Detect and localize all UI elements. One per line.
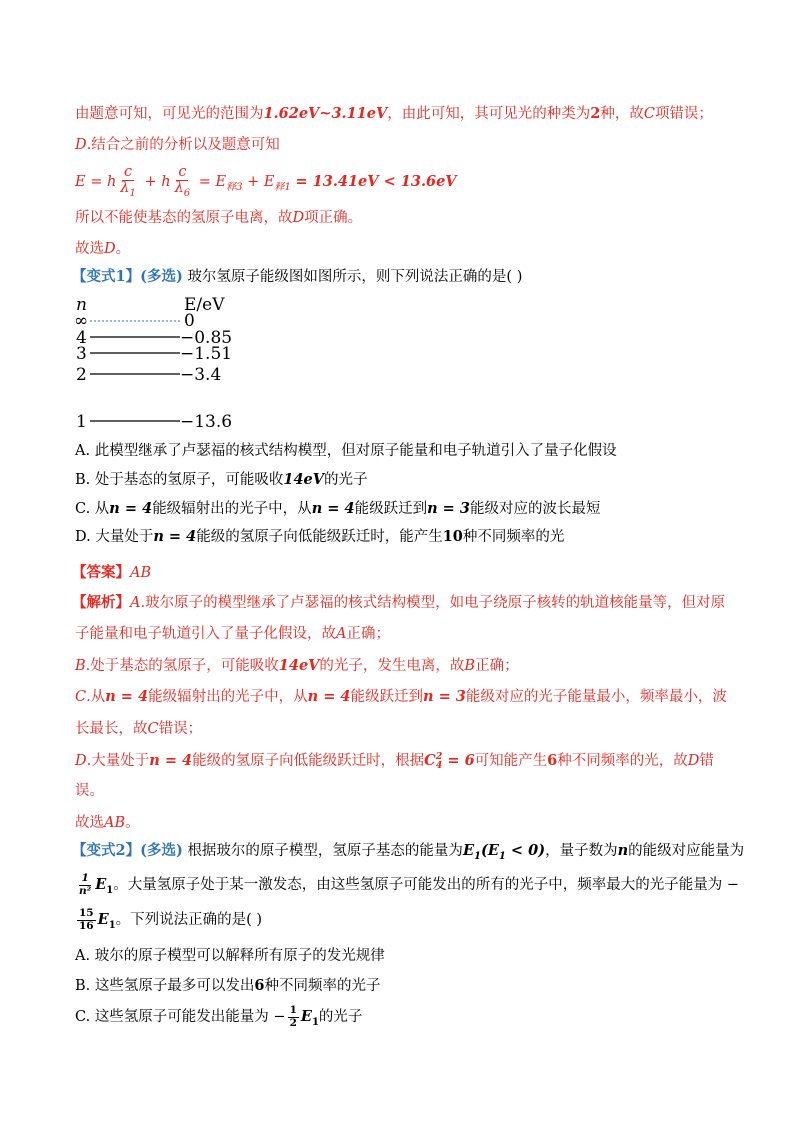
question-text: 。下列说法正确的是( ) [115,912,263,928]
option-text: 的光子 [324,472,368,488]
variant1-analysis-2 [75,623,390,645]
subscript: 1 [498,850,506,862]
level-energy-label: −1.51 [180,344,233,364]
numerator: 1 [81,872,89,885]
numerator: c [124,163,133,180]
analysis-text: 的光子，发生电离，故 [319,658,465,674]
analysis-text: 子能量和电子轨道引入了量子化假设，故 [75,626,336,642]
text: 由题意可知，可见光的范围为 [75,106,264,122]
symbol: E [462,842,474,859]
tag-number: 1 [115,268,126,285]
level-n-label: 2 [76,365,87,385]
text: 项错误； [654,106,713,122]
option-letter: B [464,658,476,674]
math-value: n = 4 [307,688,351,705]
solution-line-4 [75,207,362,229]
level-energy-label: −13.6 [180,412,233,432]
option-letter: D [75,753,87,769]
solution-line-2 [75,134,280,156]
variant2-tag [72,842,140,859]
variant2-stem-line-1 [72,840,744,868]
energy-level-diagram [72,294,272,434]
option-text: 种不同频率的光 [462,529,565,545]
option-letter: A [130,595,141,611]
eq-part: + E [247,174,275,190]
fraction-c-lambda1 [118,165,138,200]
tag-text: 【变式 [72,268,116,285]
combination-expression [424,752,475,769]
option-letter: D [292,210,305,226]
tag-text: 】 [125,842,141,859]
analysis-text: 误。 [75,783,104,799]
fraction-15-over-16 [77,908,96,931]
option-letter: D [75,137,87,153]
analysis-text: 能级辐射出的光子中，从 [148,689,308,705]
math-value: 14eV [283,471,325,488]
analysis-text: 长最长，故 [75,721,148,737]
text: .结合之前的分析以及题意可知 [86,137,280,153]
math-value: n = 3 [427,500,470,517]
analysis-text: 。 [125,815,140,831]
eq-part: E = h [75,174,117,190]
eq-part: + h [144,174,171,190]
text: 所以不能使基态的氢原子电离，故 [75,210,293,226]
subscript: 6 [183,187,191,199]
variant2-stem-line-3 [75,905,262,941]
math-value: 6 [254,977,265,994]
option-text: B. 处于基态的氢原子，可能吸收 [75,472,284,488]
option-letter: A [336,626,347,642]
analysis-text: 正确； [346,626,390,642]
option-letter: C [643,106,655,122]
superscript: 2 [435,751,443,762]
multi-select-label: (多选) [140,842,183,859]
n-axis-label: n [76,295,87,315]
tag-text: 】 [125,268,141,285]
analysis-text: 能级对应的光子能量最小，频率最小，波 [465,689,727,705]
eq-result: = 13.41eV < 13.6eV [295,173,457,190]
math-value: n = 3 [423,688,466,705]
text: 故选 [75,241,104,257]
subscript: 1 [129,187,136,199]
text: 项正确。 [304,210,363,226]
tag-text: 【变式 [72,842,116,859]
answer-value: AB [130,565,152,581]
analysis-text: .大量处于 [86,753,150,769]
analysis-text: 故选 [75,815,104,831]
denominator: λ [120,179,130,196]
analysis-text: .玻尔原子的模型继承了卢瑟福的核式结构模型，如电子绕原子核转的轨道核能量等，但对原 [140,595,726,611]
subscript: 释3 [226,181,243,193]
question-text: 。大量氢原子处于某一激发态，由这些氢原子可能发出的所有的光子中，频率最大的光子能量为 − [113,877,740,893]
variant2-option-b [75,975,380,997]
comb-symbol: C [424,752,436,769]
answer-value: AB [104,815,126,831]
analysis-text: .从 [86,689,106,705]
solution-final-choice [75,238,130,260]
variant1-analysis-6 [75,750,714,772]
math-e1 [462,842,546,862]
text: 种，故 [600,106,644,122]
numerator: c [178,163,187,180]
subscript: 1 [106,884,114,896]
option-text: C. 这些氢原子可能发出能量为 − [75,1009,286,1025]
eq-part: = 6 [447,752,475,769]
symbol: (E [480,842,499,859]
option-text: D. 大量处于 [75,529,154,545]
option-letter: C [147,721,159,737]
multi-select-label: (多选) [140,268,183,285]
analysis-text: 正确； [475,658,519,674]
symbol: E [97,911,109,928]
analysis-text: 错 [699,753,714,769]
level-energy-label: 0 [184,311,195,331]
variant1-option-b [75,469,368,491]
option-text: 能级跃迁到 [354,501,428,517]
numerator: 1 [289,1004,297,1017]
variant1-analysis-1 [72,592,725,614]
analysis-text: .处于基态的氢原子，可能吸收 [85,658,279,674]
subscript: 1 [474,850,481,862]
analysis-text: 可知能产生 [474,753,548,769]
tag-number: 2 [115,842,126,859]
symbol: E [95,876,107,893]
math-value: n = 4 [149,752,193,769]
level-energy-label: −0.85 [180,328,233,348]
symbol: E [300,1008,312,1025]
level-n-label: ∞ [74,311,89,331]
analysis-text: 种不同频率的光，故 [557,753,688,769]
energy-equation [75,164,457,206]
symbol: < 0) [510,842,546,859]
text: 。 [115,241,131,257]
math-value: 10 [442,528,463,545]
option-text: A. 玻尔的原子模型可以解释所有原子的发光规律 [75,948,385,964]
math-value: 14eV [278,657,320,674]
variant1-analysis-4 [75,686,727,708]
denominator: n² [79,884,92,897]
variant1-analysis-3 [75,655,519,677]
variant1-stem [72,266,522,288]
variant1-option-c [75,498,600,520]
numerator: 15 [79,907,94,920]
variant1-tag [72,268,140,285]
option-text: A. 此模型继承了卢瑟福的核式结构模型，但对原子能量和电子轨道引入了量子化假设 [75,443,617,459]
option-text: 能级的氢原子向低能级跃迁时，能产生 [196,529,443,545]
subscript: 1 [311,1016,319,1028]
subscript: 释1 [274,181,291,193]
option-text: 种不同频率的光子 [264,978,381,994]
math-value: n = 4 [311,500,355,517]
denominator: 16 [79,919,94,932]
variant1-option-a [75,440,617,462]
variant2-option-a [75,945,385,967]
symbol: n [617,842,629,859]
question-text: ，量子数为 [545,843,618,859]
option-letter: D [687,753,700,769]
analysis-text: 能级跃迁到 [350,689,423,705]
range-value: 1.62eV~3.11eV [263,105,388,122]
level-n-label: 3 [76,344,87,364]
variant1-option-d [75,526,564,548]
answer-tag: 【答案】 [72,564,130,581]
option-text: 能级对应的波长最短 [469,501,601,517]
option-letter: B [75,658,86,674]
variant1-answer [72,562,151,584]
subscript: 4 [435,760,443,771]
eq-part: = E [198,174,227,190]
option-letter: C [75,689,87,705]
denominator: λ [174,179,184,196]
question-text: 的能级对应能量为 [628,843,745,859]
option-text: 能级辐射出的光子中，从 [152,501,312,517]
level-n-label: 1 [76,412,87,432]
fraction-1-over-2 [288,1005,299,1028]
solution-line-1 [75,103,713,125]
denominator: 2 [289,1016,297,1029]
level-n-label: 4 [76,328,87,348]
analysis-text: 能级的氢原子向低能级跃迁时，根据 [192,753,425,769]
variant1-final-choice [75,812,140,834]
subscript: 1 [108,919,116,931]
analysis-tag: 【解析】 [72,594,130,611]
option-text: B. 这些氢原子最多可以发出 [75,978,255,994]
math-value: n = 4 [153,528,197,545]
math-value: n = 4 [105,688,149,705]
text: ，由此可知，其可见光的种类为 [387,106,591,122]
option-text: C. 从 [75,501,110,517]
number: 2 [590,105,601,122]
energy-axis-label: E/eV [184,295,225,315]
option-letter: D [104,241,116,257]
question-text: 玻尔氢原子能级图如图所示，则下列说法正确的是( ) [187,269,523,285]
variant1-analysis-7 [75,780,104,802]
variant2-stem-line-2 [75,870,739,906]
fraction-1-over-n2 [77,873,93,896]
option-text: 的光子 [318,1009,363,1025]
fraction-c-lambda6 [173,165,193,200]
math-value: 6 [547,752,558,769]
math-value: n = 4 [109,500,153,517]
question-text: 根据玻尔的原子模型，氢原子基态的能量为 [187,843,463,859]
level-energy-label: −3.4 [180,365,222,385]
variant1-analysis-5 [75,718,202,740]
analysis-text: 错误； [158,721,203,737]
variant2-option-c [75,1002,362,1038]
